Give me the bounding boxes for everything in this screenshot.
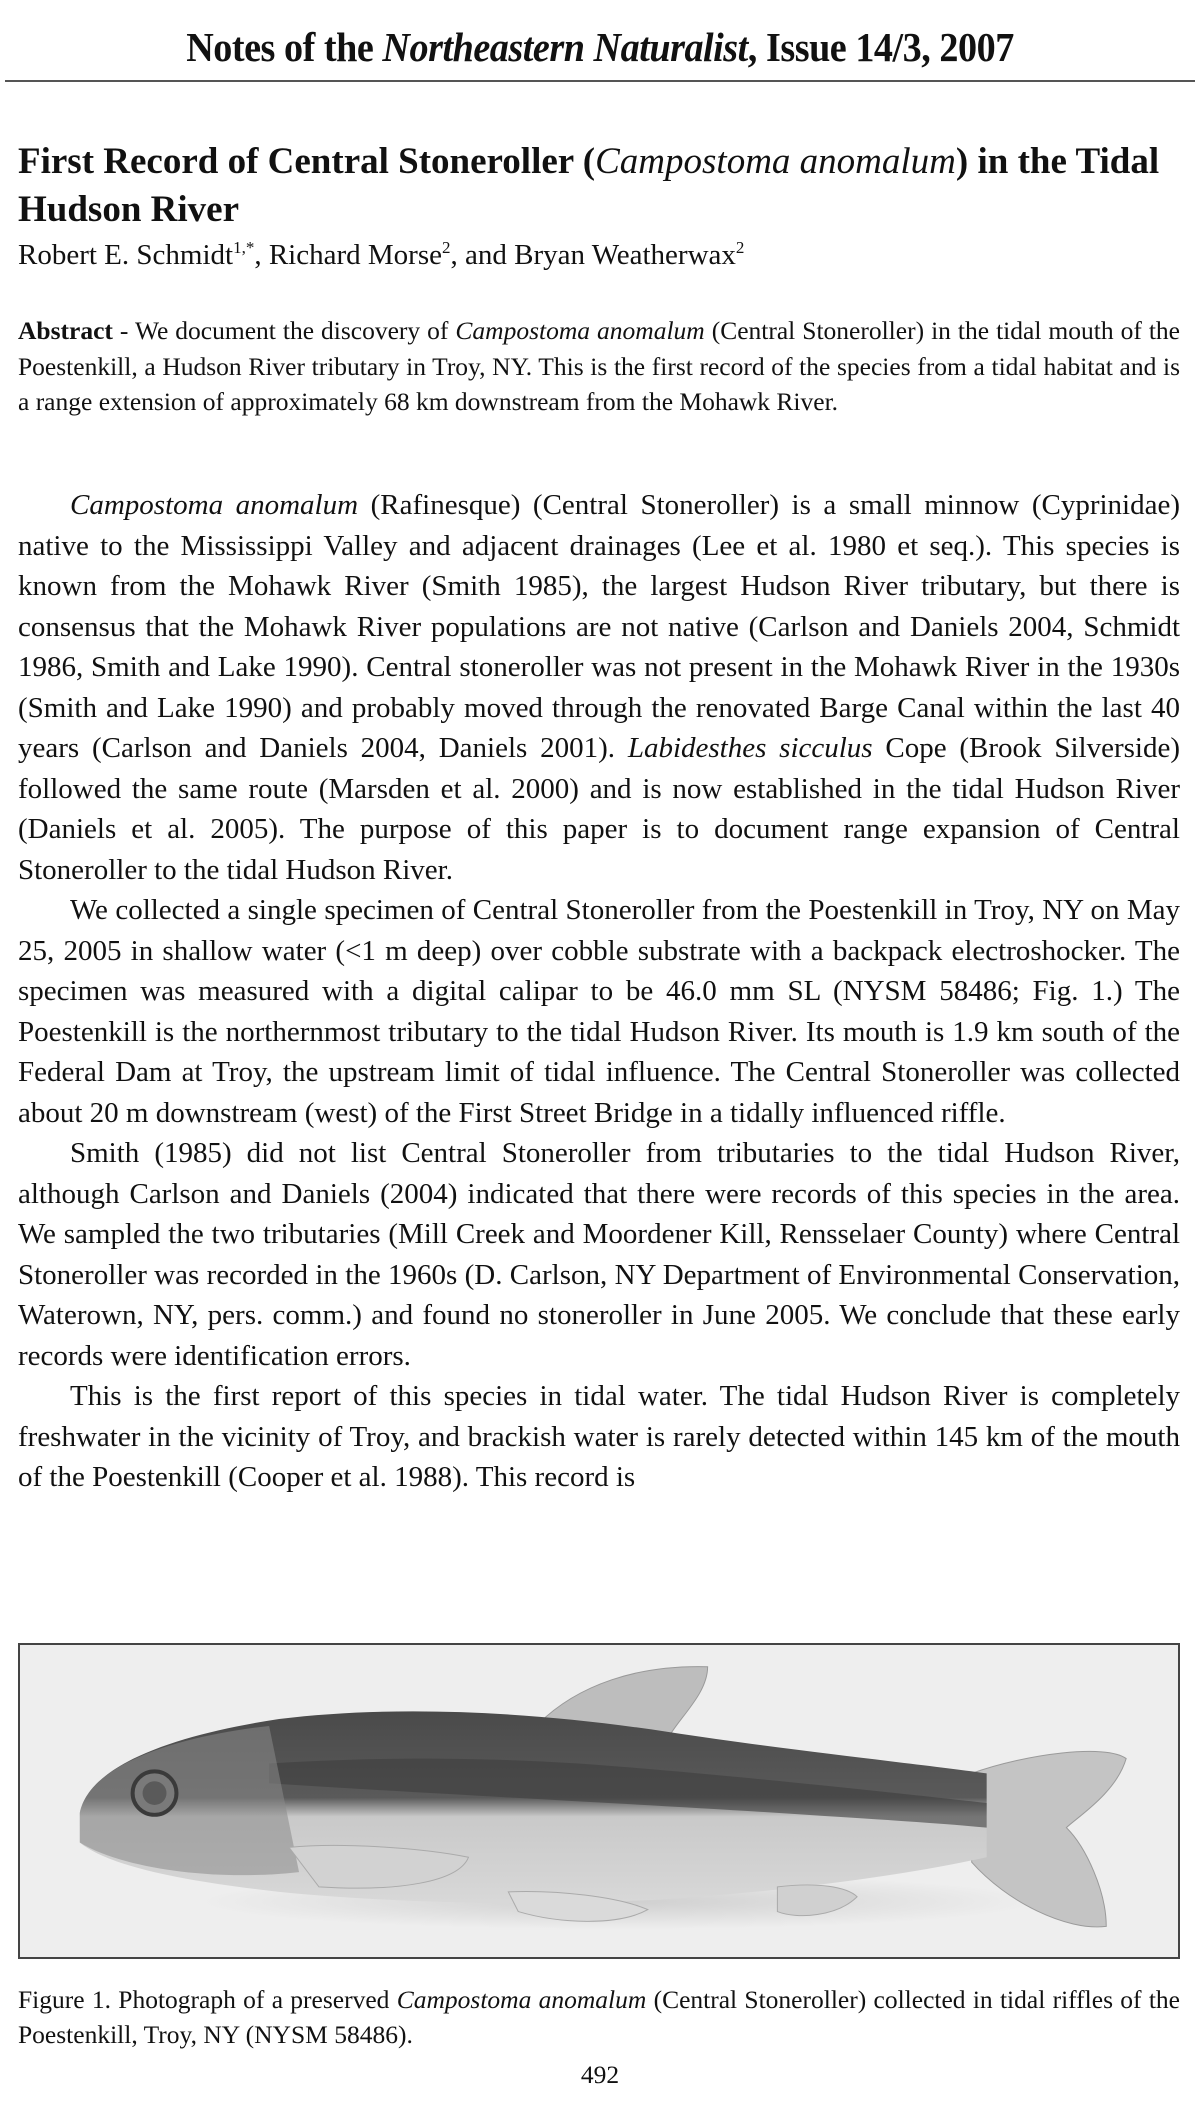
abstract-label: Abstract [18,316,113,345]
body-paragraph [18,485,1180,890]
title-species: Campostoma anomalum [595,141,956,182]
caption-text: Figure 1. Photograph of a preserved [18,1985,397,2014]
abstract [18,313,1180,420]
article-body [18,485,1180,1498]
page-number: 492 [580,2060,620,2089]
author-list [18,236,1188,274]
journal-name: Northeastern Naturalist [382,24,748,70]
abstract-text-end: (Central Stoneroller) in the tidal mouth of the Poestenkill, a Hudson River tributary in Troy, NY. This is the first record of the species from a tidal habitat and is a range extension of approximately 68 km downstream from the Mohawk River. [18,316,1180,416]
species-name: Labidesthes sicculus [627,732,873,764]
caption-text-end: (Central Stoneroller) collected in tidal riffles of the Poestenkill, Troy, NY (NYSM 58486). [18,1985,1180,2049]
body-paragraph: Smith (1985) did not list Central Stoneroller from tributaries to the tidal Hudson River, although Carlson and Daniels (2004) indicated that there were records of this species in the area. We sampled the two tributaries (Mill Creek and Moordener Kill, Rensselaer County) where Central Stoneroller was recorded in the 1960s (D. Carlson, NY Department of Environmental Conservation, Waterown, NY, pers. comm.) and found no stoneroller in June 2005. We conclude that these early records were identification errors. [18,1137,1180,1372]
running-head-issue: , Issue 14/3, 2007 [747,24,1014,70]
abstract-species: Campostoma anomalum [455,316,705,345]
paragraph-text: (Rafinesque) (Central Stoneroller) is a small minnow (Cyprinidae) native to the Mississippi Valley and adjacent drainages (Lee et al. 1980 et seq.). This species is known from the Mohawk River (Smith 1985), the largest Hudson River tributary, but there is consensus that the Mohawk River populations are not native (Carlson and Daniels 2004, Schmidt 1986, Smith and Lake 1990). Central stoneroller was not present in the Mohawk River in the 1930s (Smith and Lake 1990) and probably moved through the renovated Barge Canal within the last 40 years (Carlson and Daniels 2004, Daniels 2001). [18,489,1180,764]
author-separator: , [254,239,269,271]
fish-photo-illustration [20,1645,1178,1957]
author-name: Bryan Weatherwax [514,239,736,271]
abstract-text: - We document the discovery of [112,316,456,345]
author-affiliation: 2 [441,238,451,257]
author-affiliation: 1,* [233,238,255,257]
title-text-end: ) in the Tidal Hudson River [18,141,1160,230]
author-name: Robert E. Schmidt [18,239,234,271]
title-text: First Record of Central Stoneroller ( [18,141,596,182]
running-head-prefix: Notes of the [186,24,383,70]
running-head [42,22,1158,72]
author-separator: , and [450,239,515,271]
paragraph-text: Cope (Brook Silverside) followed the same route (Marsden et al. 2000) and is now established in the tidal Hudson River (Daniels et al. 2005). The purpose of this paper is to document range expansion of Central Stoneroller to the tidal Hudson River. [18,732,1180,886]
author-affiliation: 2 [735,238,745,257]
author [18,239,269,271]
figure-1-photo [18,1643,1180,1959]
fish-pupil [143,1781,167,1805]
body-paragraph: We collected a single specimen of Central Stoneroller from the Poestenkill in Troy, NY on May 25, 2005 in shallow water (<1 m deep) over cobble substrate with a backpack electroshocker. The specimen was measured with a digital calipar to be 46.0 mm SL (NYSM 58486; Fig. 1.) The Poestenkill is the northernmost tributary to the tidal Hudson River. Its mouth is 1.9 km south of the Federal Dam at Troy, the upstream limit of tidal influence. The Central Stoneroller was collected about 20 m downstream (west) of the First Street Bridge in a tidally influenced riffle. [18,894,1180,1129]
header-rule [5,80,1195,82]
article-title [18,138,1188,234]
species-name: Campostoma anomalum [70,489,359,521]
body-paragraph: This is the first report of this species in tidal water. The tidal Hudson River is completely freshwater in the vicinity of Troy, and brackish water is rarely detected within 145 km of the mouth of the Poestenkill (Cooper et al. 1988). This record is [18,1380,1180,1493]
author-name: Richard Morse [268,239,442,271]
author [514,239,744,271]
figure-caption [18,1982,1180,2052]
caption-species: Campostoma anomalum [396,1985,647,2014]
author [269,239,514,271]
